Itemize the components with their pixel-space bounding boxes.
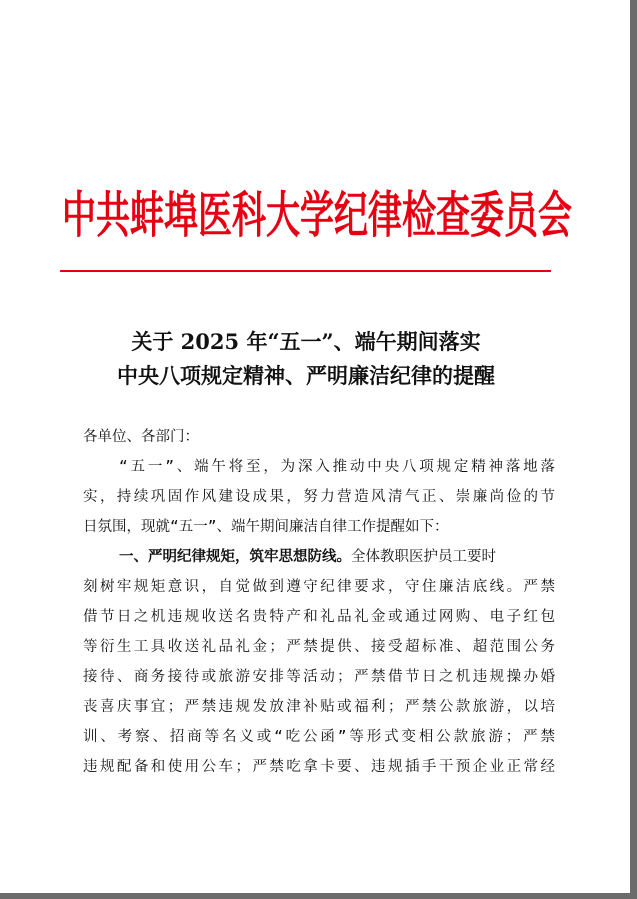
section-heading: 一、严明纪律规矩，筑牢思想防线。 (119, 549, 351, 565)
document-title (60, 325, 552, 393)
page-edge-bottom (0, 893, 637, 899)
document-body (83, 422, 555, 782)
document-title-line-2: 中央八项规定精神、严明廉洁纪律的提醒 (117, 363, 495, 388)
paragraph-1-line-3: 日氛围，现就“五一”、端午期间廉洁自律工作提醒如下： (83, 519, 449, 535)
letterhead-org-name: 中共蚌埠医科大学纪律检查委员会 (62, 187, 572, 245)
paragraph-2-line-4: 等衍生工具收送礼品礼金；严禁提供、接受超标准、超范围公务 (83, 639, 555, 655)
letterhead-divider (60, 270, 551, 272)
paragraph-2-line-5: 接待、商务接待或旅游安排等活动；严禁借节日之机违规操办婚 (83, 669, 555, 685)
paragraph-2-line-3: 借节日之机违规收送名贵特产和礼品礼金或通过网购、电子红包 (83, 609, 555, 625)
paragraph-1-line-2: 实，持续巩固作风建设成果，努力营造风清气正、崇廉尚俭的节 (83, 489, 555, 505)
paragraph-2-line-6: 丧喜庆事宜；严禁违规发放津补贴或福利；严禁公款旅游，以培 (83, 699, 555, 715)
paragraph-2-line-1 (83, 542, 555, 572)
document-title-line-1: 关于 2025 年“五一”、端午期间落实 (131, 329, 481, 354)
paragraph-1-line-1: “五一”、端午将至，为深入推动中央八项规定精神落地落 (119, 459, 555, 475)
salutation: 各单位、各部门： (83, 429, 199, 445)
section-heading-tail: 全体教职医护员工要时 (351, 549, 496, 565)
paragraph-2-line-2: 刻树牢规矩意识，自觉做到遵守纪律要求，守住廉洁底线。严禁 (83, 579, 555, 595)
page-edge-right (630, 0, 637, 899)
paragraph-2-line-7: 训、考察、招商等名义或“吃公函”等形式变相公款旅游；严禁 (83, 729, 555, 745)
paragraph-2-line-8: 违规配备和使用公车；严禁吃拿卡要、违规插手干预企业正常经 (83, 759, 555, 775)
